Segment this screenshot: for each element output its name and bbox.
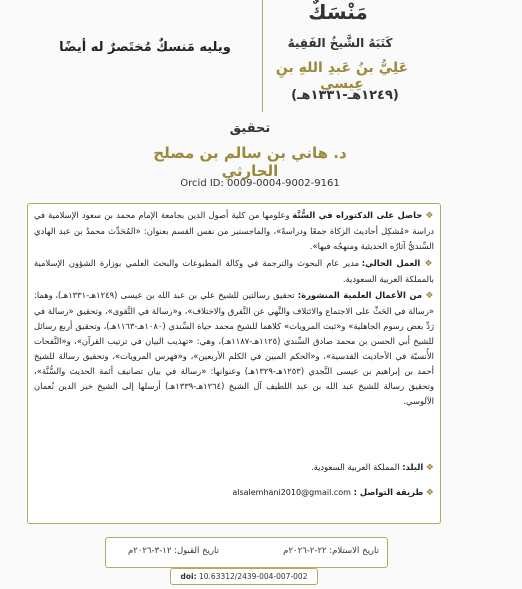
bio-contact-key: طريقة التواصل : [353, 487, 424, 497]
author-name: عَلِيُّ بنُ عَبدِ اللهِ بنِ عِيسى [275, 60, 409, 92]
bio-country-text: المملكة العربية السعودية. [310, 462, 403, 472]
book-title: مَنْسَكٌ [308, 0, 368, 24]
contact-email[interactable]: alsalemhani2010@gmail.com [232, 488, 351, 497]
author-label: كَتَبَهُ الشَّيخُ الفَقِيهُ [287, 36, 393, 50]
diamond-bullet-icon: ❖ [424, 259, 435, 269]
received-date: تاريخ الاستلام: ٢٢-٢-٢٠٢٦م [283, 546, 379, 556]
diamond-bullet-icon: ❖ [425, 291, 434, 301]
diamond-bullet-icon: ❖ [425, 488, 434, 498]
bio-country [34, 460, 434, 476]
bio-current-job-key: العمل الحالي: [361, 258, 421, 268]
dates-box [105, 537, 388, 568]
edit-label: تحقيق [229, 121, 271, 136]
bio-country-key: البلد: [402, 462, 424, 472]
supplement-title: ويليه مَنسكٌ مُختَصرٌ له أيضًا [59, 40, 231, 55]
title-divider [262, 0, 263, 112]
editor-bio-box [27, 203, 441, 524]
diamond-bullet-icon: ❖ [425, 211, 434, 221]
bio-education-text: وعلومها من كلية أصول الدين بجامعة الإمام محمد بن سعود الإسلامية في دراسة «مُشكِل أحاديث الزكاة جمعًا ودراسةً»، والماجستير من نفس القسم بعنوان: «المُحَدِّث محمدُ بن عبد الهادي السِّنديُّ آثارُه الحديثية ومنهجُه فيها». [34, 210, 434, 251]
orcid-id: Orcid ID: 0009-0004-9002-9161 [180, 178, 340, 189]
bio-publications [34, 288, 434, 409]
bio-publications-text: تحقيق رسالتين للشيخ علي بن عبد الله بن عيسى (١٢٤٩هـ-١٣٣١هـ)، وهما: «رسالة في الحَثِّ على الاجتماع والائتلاف والنَّهي عن التَّفرق والاختلاف»، و«رسالة في التَّقوى»، وتحقيق «رسالة في رَدِّ بعض رسوم الجاهلية» و«ثبت المرويات» كلاهما للشيخ محمد حياة السِّندي (١٠٨٠هـ-١١٦٣هـ)، وتحقيق أربع رسائل للشيخ أبي الحسن بن محمد صادق السِّندي (١١٢٥هـ-١١٨٧هـ)، وهي: «تهذيب البيان في ترتيب القرآن»، و«النَّفحات الأُنسيّة في الأحاديث القدسية»، و«الحكم المبين في الكلم الأربعين»، و«فهرس المرويات»، وتحقيق رسالة للشيخ أحمد بن إبراهيم بن عيسى النَّجدي (١٢٥٣هـ-١٣٢٩هـ) وعنوانها: «رسالة في بيان تصانيف أئمة الحديث والسُّنَّة»، وتحقيق رسالة للشيخ عبد الله بن عبد اللطيف آل الشيخ (١٢٦٤هـ-١٣٣٩هـ) أرسلها إلى الشيخ خير الدين نُعمان الآلوسي. [34, 290, 434, 406]
doi-box[interactable] [170, 568, 318, 585]
bio-education-key: حاصل على الدكتوراه في السُّنَّة [292, 210, 423, 220]
bio-contact [34, 485, 434, 501]
diamond-bullet-icon: ❖ [425, 463, 434, 473]
accepted-date: تاريخ القبول: ١٢-٣-٢٠٢٦م [128, 546, 219, 556]
bio-current-job [34, 256, 434, 287]
editor-name: د. هاني بن سالم بن مصلح الحارثي [153, 144, 347, 180]
doi-value[interactable]: 10.63312/2439-004-007-002 [199, 572, 308, 581]
bio-publications-key: من الأعمال العلمية المنشورة: [297, 290, 423, 300]
doi-label: doi: [180, 572, 197, 581]
bio-current-job-text: مدير عام البحوث والترجمة في وكالة المطبوعات والبحث العلمي بوزارة الشؤون الإسلامية بالمملكة العربية السعودية. [34, 258, 434, 284]
author-dates: (١٢٤٩هـ-١٣٣١هـ) [291, 88, 399, 103]
bio-education [34, 208, 434, 254]
